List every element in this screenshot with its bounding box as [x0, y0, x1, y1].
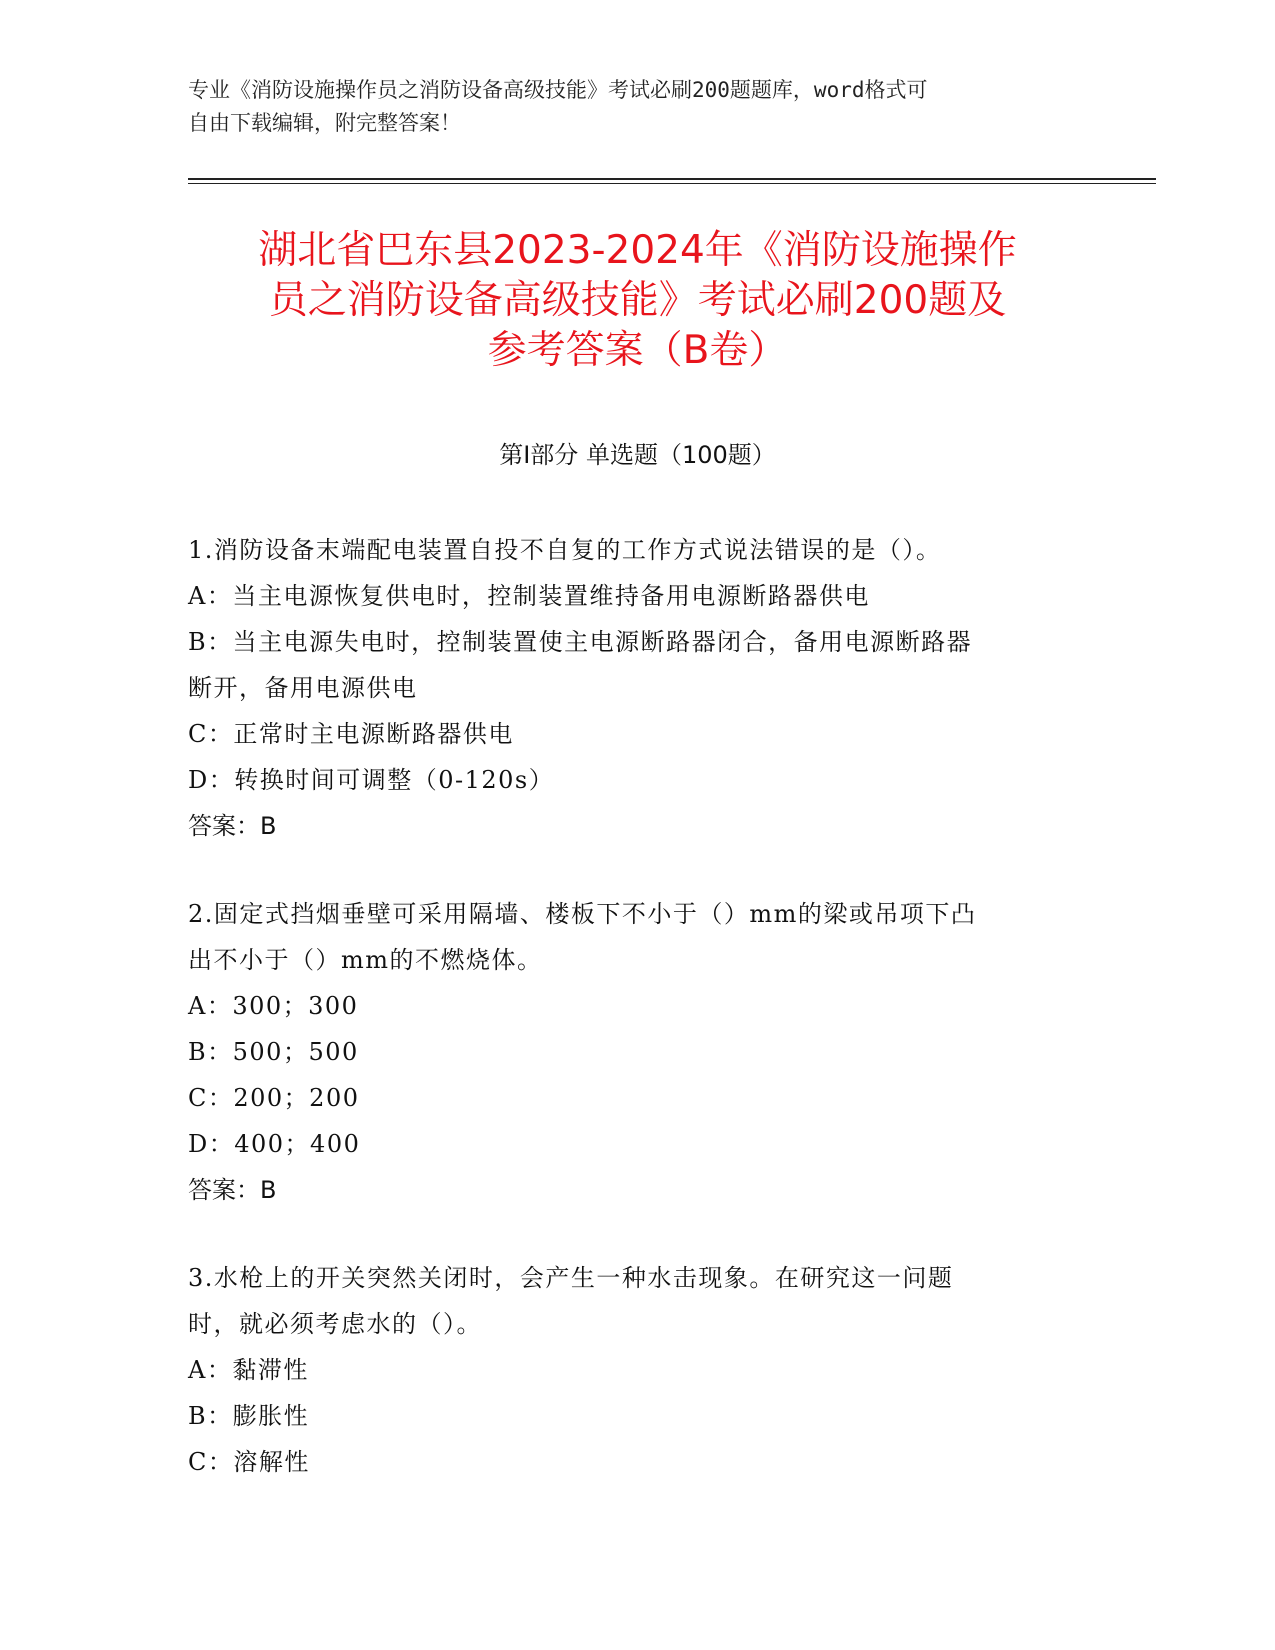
answer-line: 答案：B [188, 812, 277, 840]
title-line-1: 湖北省巴东县2023-2024年《消防设施操作 [258, 228, 1017, 273]
option-line: D：转换时间可调整（0-120s） [188, 766, 555, 794]
question-stem: 3.水枪上的开关突然关闭时，会产生一种水击现象。在研究这一问题 [188, 1264, 954, 1292]
option-line: B：500；500 [188, 1038, 359, 1066]
header-divider-thick [188, 178, 1156, 180]
section-heading: 第I部分 单选题（100题） [499, 441, 776, 469]
option-line: B：膨胀性 [188, 1402, 310, 1430]
header-divider-thin [188, 183, 1156, 184]
option-line: A：黏滞性 [188, 1356, 309, 1384]
option-line: B：当主电源失电时，控制装置使主电源断路器闭合，备用电源断路器 [188, 628, 973, 656]
option-line: C：200；200 [188, 1084, 360, 1112]
option-line: D：400；400 [188, 1130, 361, 1158]
header-note-line-1: 专业《消防设施操作员之消防设备高级技能》考试必刷200题题库，word格式可 [188, 78, 928, 102]
document-title [150, 226, 1125, 376]
question-list [188, 527, 1078, 1527]
question-stem-continuation: 出不小于（）mm的不燃烧体。 [188, 946, 543, 974]
option-line: C：正常时主电源断路器供电 [188, 720, 514, 748]
question-stem: 2.固定式挡烟垂壁可采用隔墙、楼板下不小于（）mm的梁或吊项下凸 [188, 900, 977, 928]
option-line: A：当主电源恢复供电时，控制装置维持备用电源断路器供电 [188, 582, 870, 610]
option-line: A：300；300 [188, 992, 359, 1020]
answer-line: 答案：B [188, 1176, 277, 1204]
title-line-2: 员之消防设备高级技能》考试必刷200题及 [268, 278, 1007, 323]
option-line: C：溶解性 [188, 1448, 310, 1476]
title-line-3: 参考答案（B卷） [487, 328, 788, 373]
header-note-line-2: 自由下载编辑，附完整答案！ [188, 111, 461, 135]
question-item [188, 527, 1078, 849]
question-stem-continuation: 时，就必须考虑水的（）。 [188, 1310, 482, 1338]
question-item [188, 891, 1078, 1213]
question-stem: 1.消防设备末端配电装置自投不自复的工作方式说法错误的是（）。 [188, 536, 942, 564]
option-line-continuation: 断开，备用电源供电 [188, 674, 418, 702]
question-item [188, 1255, 1078, 1485]
document-header-note [188, 74, 1068, 140]
